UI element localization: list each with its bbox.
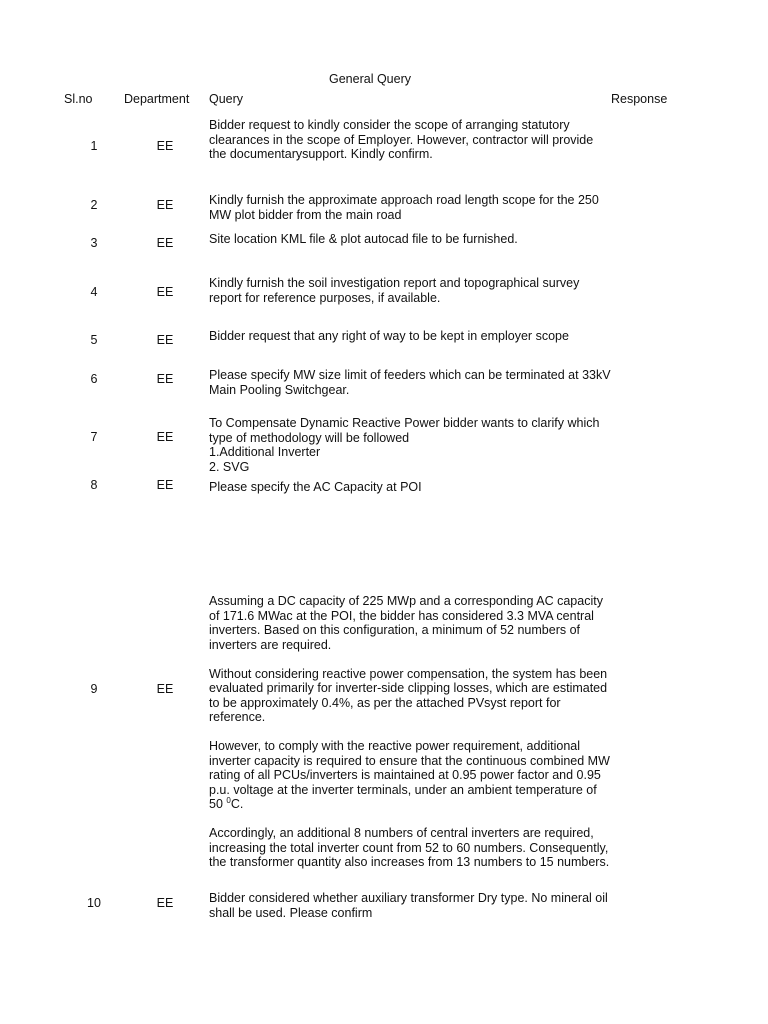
row-department: EE [156,478,174,492]
row-department: EE [156,333,174,347]
row-query [209,416,611,474]
query-text: Please specify the AC Capacity at POI [209,480,422,494]
query-paragraph: Accordingly, an additional 8 numbers of central inverters are required, increasing the total inverter count from 52 to 60 numbers. Consequently, the transformer quantity also increases from 13 numbers to 15 numbers. [209,826,610,869]
query-option: 2. SVG [209,459,250,474]
row-query [209,276,611,305]
row-query [209,480,611,495]
header-query: Query [209,92,244,106]
row-slno: 5 [90,333,98,347]
header-slno: Sl.no [64,92,93,106]
row-department: EE [156,236,174,250]
header-department: Department [124,92,190,106]
query-option: 1.Additional Inverter [209,445,321,459]
header-response: Response [611,92,668,106]
query-text: Kindly furnish the approximate approach road length scope for the 250 MW plot bidder from the main road [209,193,599,222]
query-text: Please specify MW size limit of feeders which can be terminated at 33kV Main Pooling Switchgear. [209,368,611,397]
row-department: EE [156,285,174,299]
row-slno: 2 [90,198,98,212]
row-slno: 1 [90,139,98,153]
row-department: EE [156,139,174,153]
row-slno: 8 [90,478,98,492]
row-query [209,594,611,870]
row-department: EE [156,682,174,696]
query-paragraph [209,739,611,812]
row-slno: 10 [87,896,101,910]
row-query [209,329,611,344]
row-department: EE [156,430,174,444]
row-slno: 9 [90,682,98,696]
row-query [209,891,611,920]
row-department: EE [156,372,174,386]
query-text: Bidder request to kindly consider the scope of arranging statutory clearances in the scope of Employer. However, contractor will provide the documentarysupport. Kindly confirm. [209,118,594,161]
row-query [209,118,611,162]
degree-mark: 0 [226,795,231,805]
row-slno: 7 [90,430,98,444]
query-paragraph: Assuming a DC capacity of 225 MWp and a corresponding AC capacity of 171.6 MWac at the POI, the bidder has considered 3.3 MVA central inverters. Based on this configuration, a minimum of 52 numbers of inverters are required. [209,594,603,652]
query-text: Bidder request that any right of way to be kept in employer scope [209,329,569,343]
query-text: Site location KML file & plot autocad file to be furnished. [209,232,518,246]
query-paragraph: Without considering reactive power compensation, the system has been evaluated primarily for inverter-side clipping losses, which are estimated to be approximately 0.4%, as per the attached PVsyst report for reference. [209,666,608,724]
row-query [209,193,611,222]
query-paragraph-text: However, to comply with the reactive power requirement, additional inverter capacity is required to ensure that the continuous combined MW rating of all PCUs/inverters is maintained at 0.95 power factor and 0.95 p.u. voltage at the inverter terminals, under an ambient temperature of 50 [209,739,610,811]
query-text: To Compensate Dynamic Reactive Power bidder wants to clarify which type of methodology will be followed [209,416,600,445]
row-slno: 4 [90,285,98,299]
row-slno: 3 [90,236,98,250]
row-department: EE [156,198,174,212]
temperature-unit: C. [230,797,244,811]
query-text: Kindly furnish the soil investigation report and topographical survey report for reference purposes, if available. [209,276,580,305]
page-title: General Query [329,72,411,86]
row-query [209,368,611,397]
query-text: Bidder considered whether auxiliary transformer Dry type. No mineral oil shall be used. Please confirm [209,891,608,920]
row-slno: 6 [90,372,98,386]
row-department: EE [156,896,174,910]
row-query [209,232,611,247]
